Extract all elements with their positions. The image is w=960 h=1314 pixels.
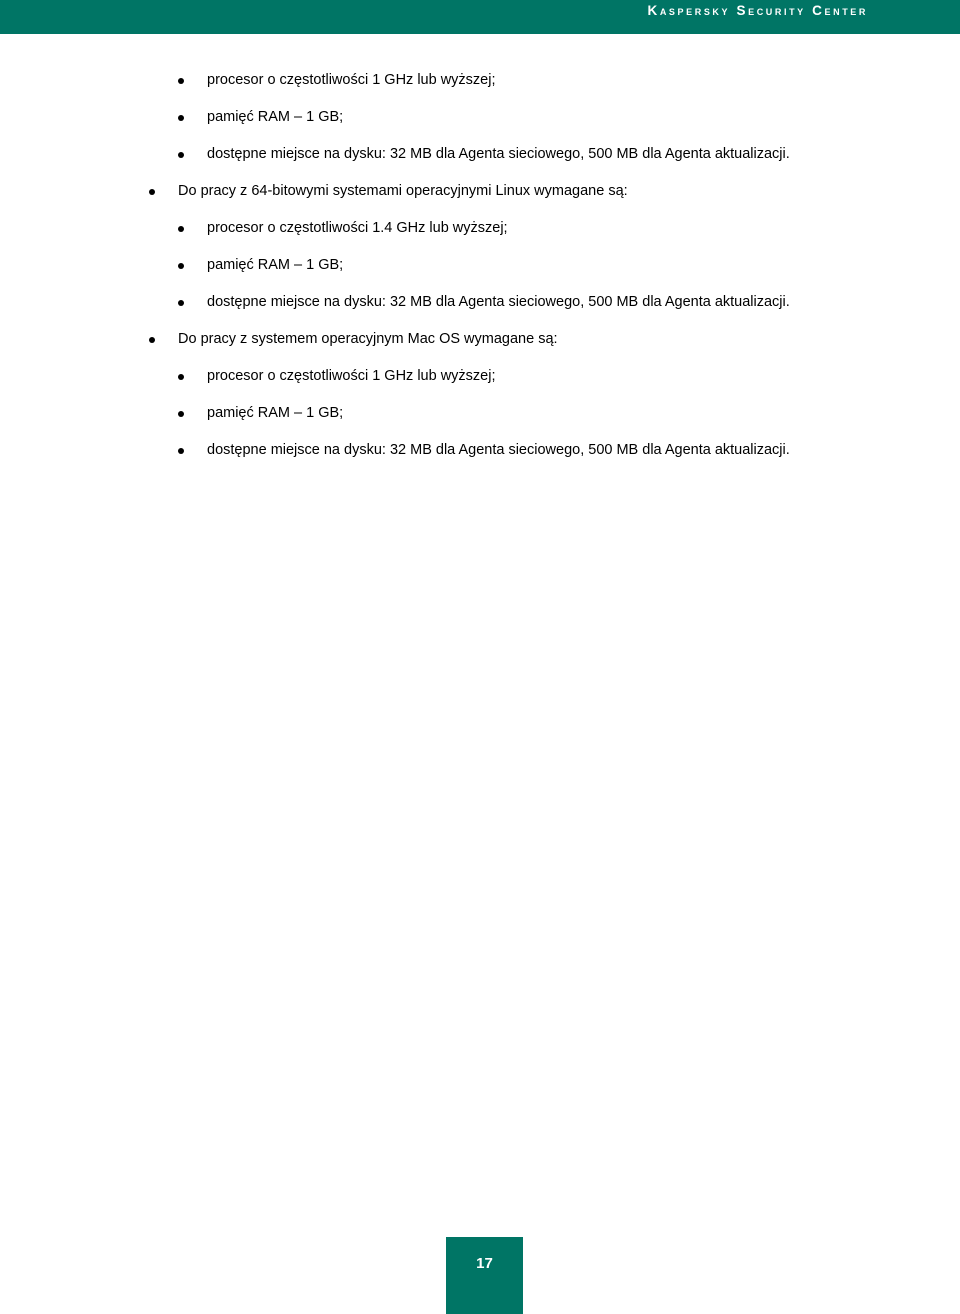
page-number-box (446, 1237, 523, 1314)
page-number: 17 (476, 1255, 493, 1272)
bullet-icon (178, 78, 184, 84)
list-item (0, 358, 960, 395)
list-item (0, 432, 960, 469)
bullet-icon (178, 115, 184, 121)
list-item-text: Do pracy z systemem operacyjnym Mac OS wymagane są: (178, 331, 558, 347)
document-body (0, 62, 960, 469)
list-item-text: pamięć RAM – 1 GB; (207, 257, 344, 273)
list-item-text: dostępne miejsce na dysku: 32 MB dla Agenta sieciowego, 500 MB dla Agenta aktualizacji. (207, 294, 790, 310)
list-item (0, 99, 960, 136)
bullet-icon (178, 374, 184, 380)
list-item (0, 136, 960, 173)
list-item-heading (0, 321, 960, 358)
list-item-text: dostępne miejsce na dysku: 32 MB dla Agenta sieciowego, 500 MB dla Agenta aktualizacji. (207, 146, 790, 162)
bullet-icon (178, 226, 184, 232)
list-item-text: procesor o częstotliwości 1 GHz lub wyższej; (207, 368, 496, 384)
list-item (0, 62, 960, 99)
bullet-icon (178, 300, 184, 306)
header-title: Kaspersky Security Center (647, 3, 868, 18)
list-item-text: Do pracy z 64-bitowymi systemami operacyjnymi Linux wymagane są: (178, 183, 628, 199)
header-bar (0, 0, 960, 34)
list-item (0, 395, 960, 432)
list-item (0, 247, 960, 284)
bullet-icon (149, 189, 155, 195)
list-item (0, 210, 960, 247)
list-item-text: procesor o częstotliwości 1 GHz lub wyższej; (207, 72, 496, 88)
list-item-text: pamięć RAM – 1 GB; (207, 109, 344, 125)
list-item-text: pamięć RAM – 1 GB; (207, 405, 344, 421)
bullet-icon (178, 411, 184, 417)
list-item-text: dostępne miejsce na dysku: 32 MB dla Agenta sieciowego, 500 MB dla Agenta aktualizacji. (207, 442, 790, 458)
list-item (0, 284, 960, 321)
bullet-icon (178, 448, 184, 454)
list-item-text: procesor o częstotliwości 1.4 GHz lub wyższej; (207, 220, 508, 236)
list-item-heading (0, 173, 960, 210)
bullet-icon (149, 337, 155, 343)
bullet-icon (178, 152, 184, 158)
bullet-icon (178, 263, 184, 269)
